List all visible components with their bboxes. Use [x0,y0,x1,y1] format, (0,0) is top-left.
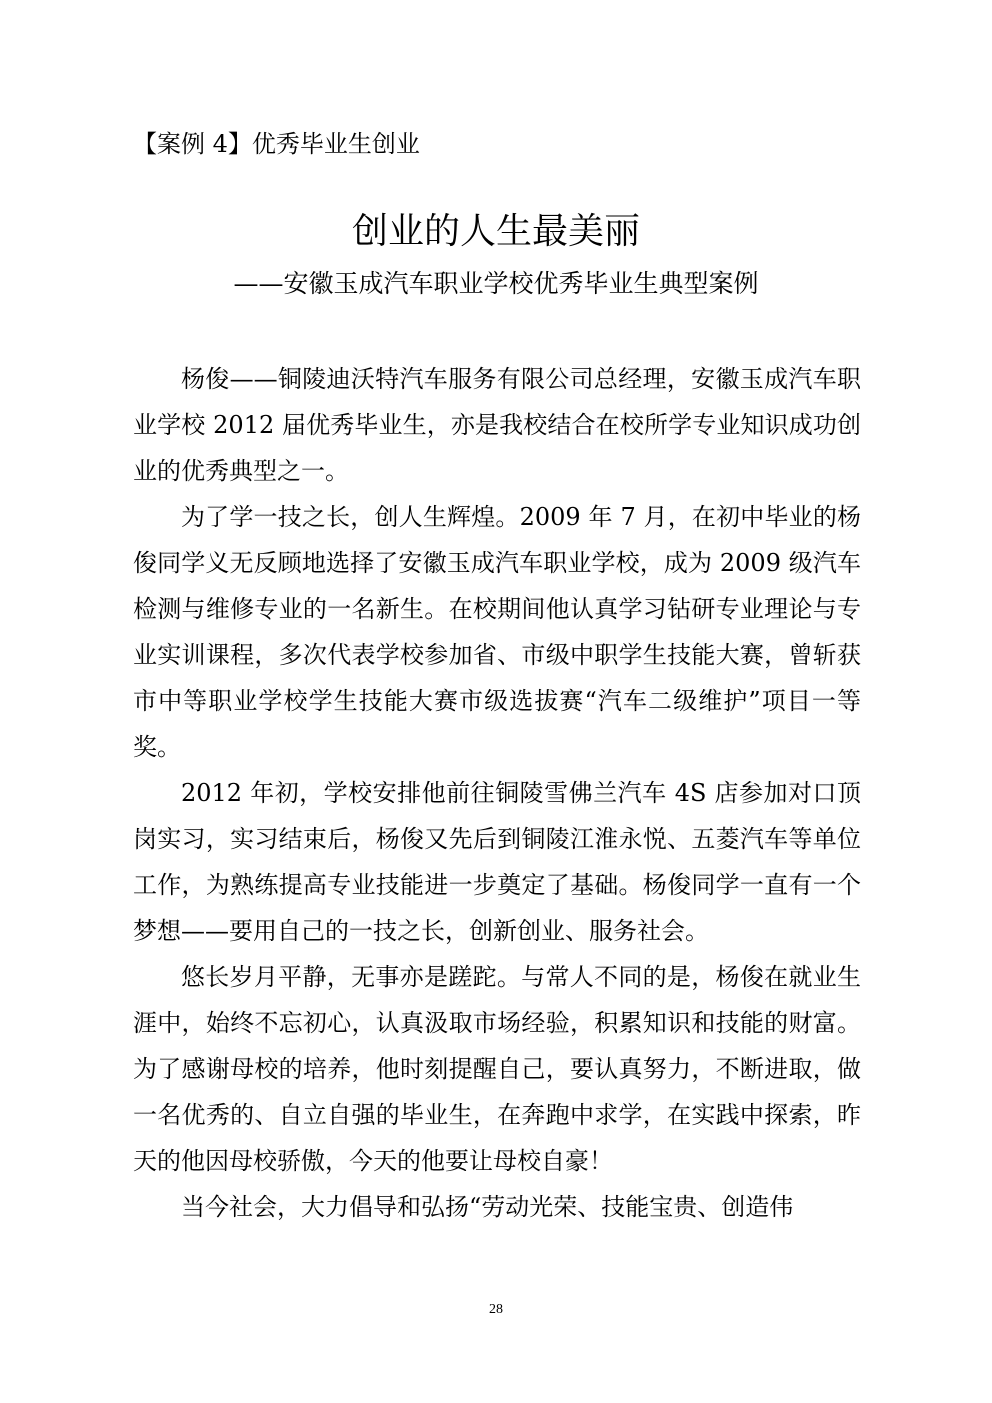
paragraph-internship: 2012 年初，学校安排他前往铜陵雪佛兰汽车 4S 店参加对口顶岗实习，实习结束后，杨俊又先后到铜陵江淮永悦、五菱汽车等单位工作，为熟练提高专业技能进一步奠定了基础。杨俊同学一直有一个梦想——要用自己的一技之长，创新创业、服务社会。 [133,779,861,945]
document-title: 创业的人生最美丽 [351,211,640,252]
paragraph-study: 为了学一技之长，创人生辉煌。2009 年 7 月，在初中毕业的杨俊同学义无反顾地选择了安徽玉成汽车职业学校，成为 2009 级汽车检测与维修专业的一名新生。在校期间他认真学习钻研专业理论与专业实训课程，多次代表学校参加省、市级中职学生技能大赛，曾斩获市中等职业学校学生技能大赛市级选拔赛“汽车二级维护”项目一等奖。 [133,503,861,761]
paragraph-intro: 杨俊——铜陵迪沃特汽车服务有限公司总经理，安徽玉成汽车职业学校 2012 届优秀毕业生，亦是我校结合在校所学专业知识成功创业的优秀典型之一。 [133,365,861,485]
body-text [133,356,861,1230]
paragraph-society: 当今社会，大力倡导和弘扬“劳动光荣、技能宝贵、创造伟 [181,1193,794,1221]
page-number: 28 [489,1302,503,1317]
case-label: 【案例 4】优秀毕业生创业 [133,130,420,158]
document-subtitle: ——安徽玉成汽车职业学校优秀毕业生典型案例 [233,269,759,298]
paragraph-career: 悠长岁月平静，无事亦是蹉跎。与常人不同的是，杨俊在就业生涯中，始终不忘初心，认真汲取市场经验，积累知识和技能的财富。为了感谢母校的培养，他时刻提醒自己，要认真努力，不断进取，做一名优秀的、自立自强的毕业生，在奔跑中求学，在实践中探索，昨天的他因母校骄傲，今天的他要让母校自豪！ [133,963,861,1175]
